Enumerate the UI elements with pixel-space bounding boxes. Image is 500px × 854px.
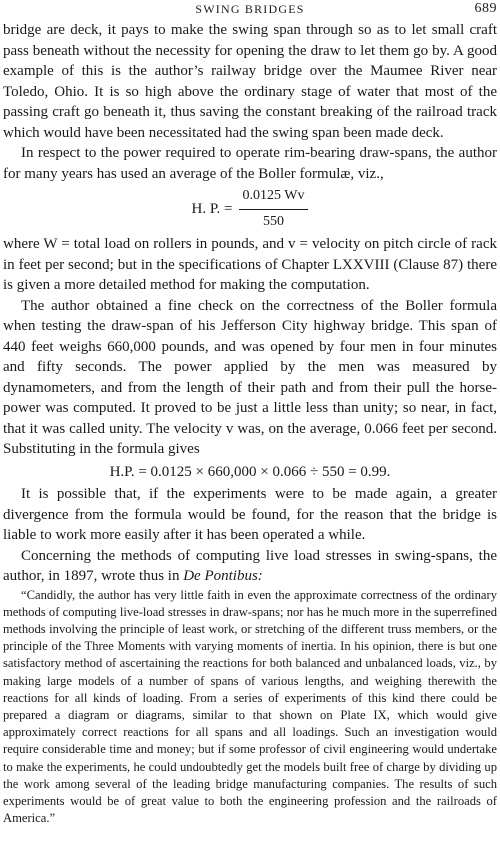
paragraph-6 <box>3 546 497 587</box>
running-title: SWING BRIDGES <box>195 2 305 16</box>
paragraph-1: bridge are deck, it pays to make the swing span through so as to let small craft pass beneath without the necessity for opening the draw to let them go by. A good example of this is the author’s railway bridge over the Maumee River near Toledo, Ohio. It is so high above the ordinary stage of water that most of the passing craft go beneath it, thus saving the constant breaking of the railroad track which would have been necessitated had the swing span been made deck. <box>3 22 497 141</box>
formula-denominator: 550 <box>262 213 284 229</box>
boller-formula <box>3 186 497 232</box>
formula-numerator: 0.0125 Wv <box>239 186 309 210</box>
formula-lhs: H. P. = <box>191 200 233 217</box>
block-quote: “Candidly, the author has very little faith in even the approximate correctness of the ordinary methods of computing live-load stresses in draw-spans; nor has he much more in the superrefined methods involving the principle of least work, or stretching of the different truss members, or the principle of the Three Moments with varying moments of inertia. In his opinion, there is but one satisfactory method of ascertaining the reactions for both balanced and unbalanced loads, viz., by making large models of a number of spans of various lengths, and weighing therewith the reactions for all kinds of loading. From a series of experiments of this kind there could be prepared a diagram or diagrams, similar to that shown on Plate IX, which would give approximately correct reactions for all spans and all loadings. Such an investigation would require considerable time and money; but if some professor of civil engineering would undertake to make the experiments, he could undoubtedly get the models built free of charge by dividing up the work among several of the leading bridge manufacturing companies. The results of such experiments would be of great value to both the engineering profession and the railroads of America.” <box>3 587 497 826</box>
paragraph-3: where W = total load on rollers in pounds, and v = velocity on pitch circle of rack in feet per second; but in the specifications of Chapter LXXVIII (Clause 87) there is given a more detailed method for making the computation. <box>3 236 497 293</box>
page-body <box>3 20 497 827</box>
formula-fraction <box>239 186 309 232</box>
paragraph-6-text: Concerning the methods of computing live load stresses in swing-spans, the author, in 1897, wrote thus in <box>3 547 497 584</box>
paragraph-2: In respect to the power required to operate rim-bearing draw-spans, the author for many years has used an average of the Boller formulæ, viz., <box>3 145 497 182</box>
paragraph-5: It is possible that, if the experiments were to be made again, a greater divergence from the formula would be found, for the reason that the bridge is liable to work more easily after it has been operated a while. <box>3 486 497 543</box>
paragraph-4: The author obtained a fine check on the correctness of the Boller formula when testing the draw-span of his Jefferson City highway bridge. This span of 440 feet weighs 660,000 pounds, and was opened by four men in four minutes and fifty seconds. The power applied by the men was measured by dynamometers, and from the length of their path and from their pull the horse-power was computed. It proved to be just a little less than unity; so near, in fact, that it was called unity. The velocity v was, on the average, 0.066 feet per second. Substituting in the formula gives <box>3 297 497 457</box>
book-title-de-pontibus: De Pontibus: <box>183 568 263 584</box>
running-header <box>0 1 500 17</box>
horsepower-computation: H.P. = 0.0125 × 660,000 × 0.066 ÷ 550 = 0.99. <box>109 463 391 480</box>
page-number: 689 <box>474 1 497 16</box>
